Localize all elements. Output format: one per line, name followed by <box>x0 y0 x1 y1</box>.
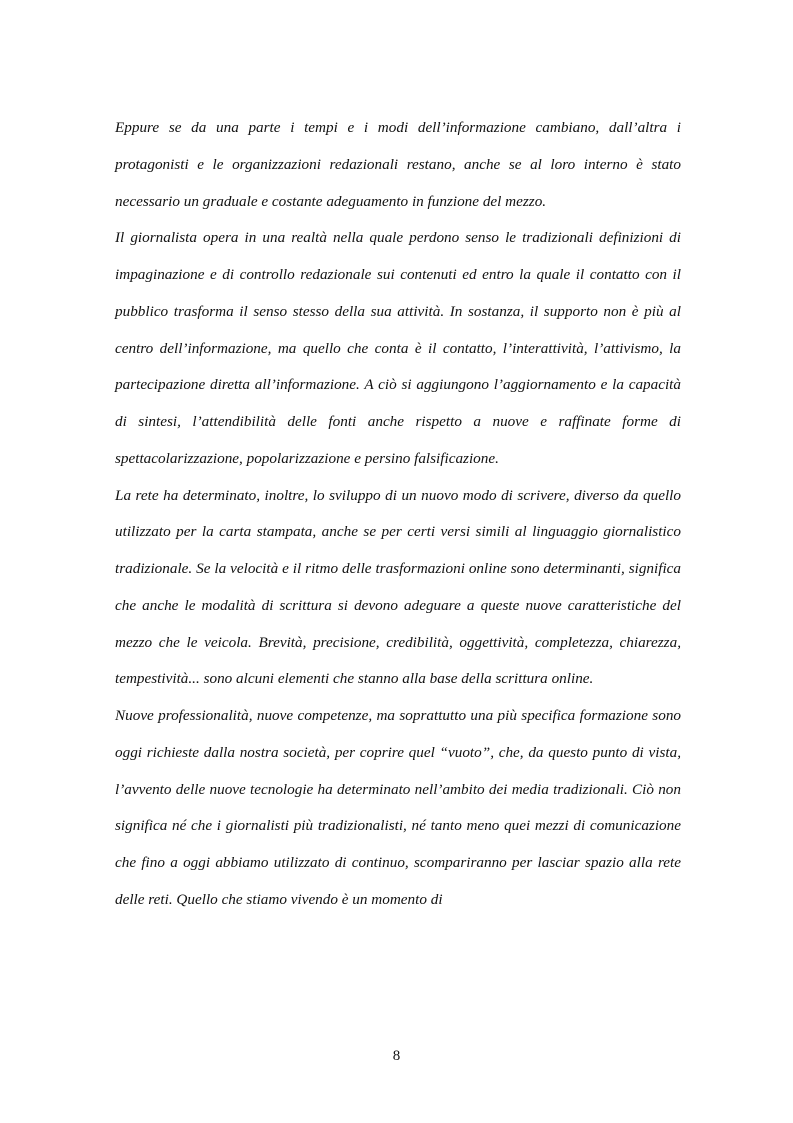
paragraph-3: La rete ha determinato, inoltre, lo sviluppo di un nuovo modo di scrivere, diverso da quello utilizzato per la carta stampata, anche se per certi versi simili al linguaggio giornalistico tradizionale. Se la velocità e il ritmo delle trasformazioni online sono determinanti, significa che anche le modalità di scrittura si devono adeguare a queste nuove caratteristiche del mezzo che le veicola. Brevità, precisione, credibilità, oggettività, completezza, chiarezza, tempestività... sono alcuni elementi che stanno alla base della scrittura online. <box>115 486 681 688</box>
page-number: 8 <box>392 1048 401 1064</box>
paragraph-2: Il giornalista opera in una realtà nella quale perdono senso le tradizionali definizioni di impaginazione e di controllo redazionale sui contenuti ed entro la quale il contatto con il pubblico trasforma il senso stesso della sua attività. In sostanza, il supporto non è più al centro dell’informazione, ma quello che conta è il contatto, l’interattività, l’attivismo, la partecipazione diretta all’informazione. A ciò si aggiungono l’aggiornamento e la capacità di sintesi, l’attendibilità delle fonti anche rispetto a nuove e raffinate forme di spettacolarizzazione, popolarizzazione e persino falsificazione. <box>115 229 681 467</box>
document-body <box>115 110 681 919</box>
paragraph-4: Nuove professionalità, nuove competenze, ma soprattutto una più specifica formazione sono oggi richieste dalla nostra società, per coprire quel “vuoto”, che, da questo punto di vista, l’avvento delle nuove tecnologie ha determinato nell’ambito dei media tradizionali. Ciò non significa né che i giornalisti più tradizionalisti, né tanto meno quei mezzi di comunicazione che fino a oggi abbiamo utilizzato di continuo, scompariranno per lasciar spazio alla rete delle reti. Quello che stiamo vivendo è un momento di <box>115 707 681 908</box>
paragraph-1: Eppure se da una parte i tempi e i modi dell’informazione cambiano, dall’altra i protagonisti e le organizzazioni redazionali restano, anche se al loro interno è stato necessario un graduale e costante adeguamento in funzione del mezzo. <box>115 119 681 210</box>
